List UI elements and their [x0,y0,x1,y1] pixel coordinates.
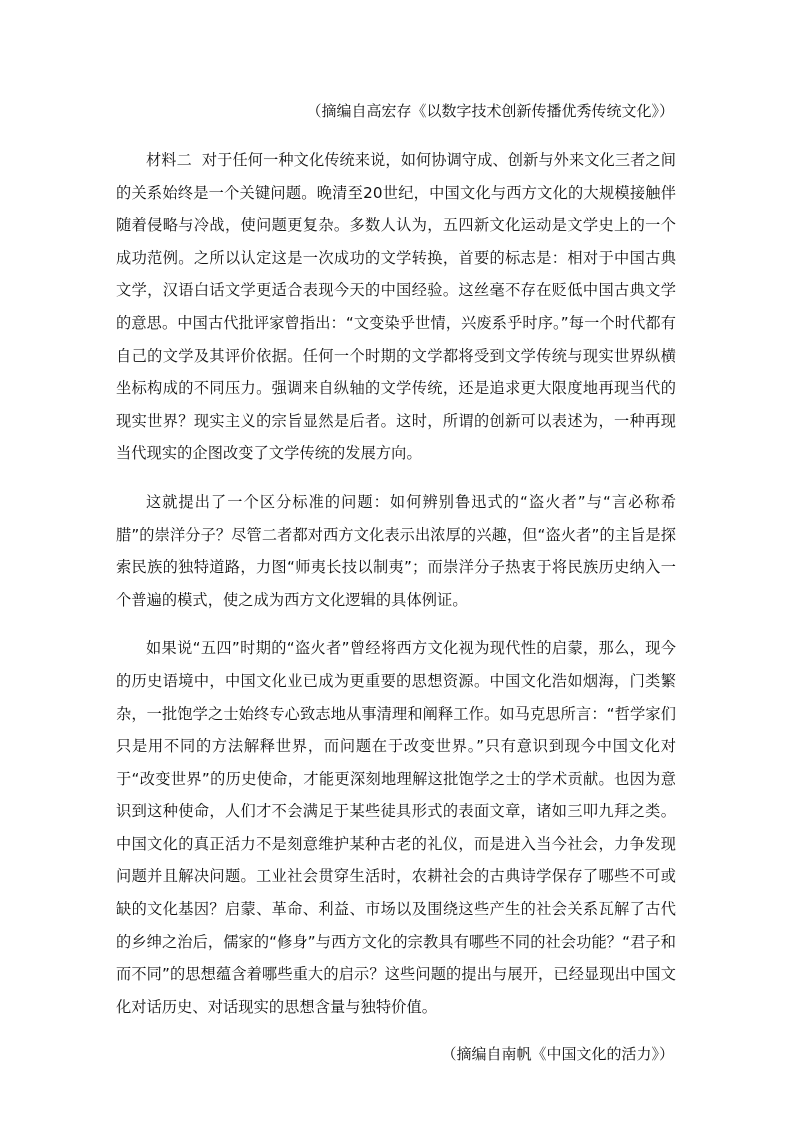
source-citation-top: （摘编自高宏存《以数字技术创新传播优秀传统文化》） [306,102,674,120]
paragraph-text: 对于任何一种文化传统来说，如何协调守成、创新与外来文化三者之间的关系始终是一个关键问题。晚清至20世纪，中国文化与西方文化的大规模接触伴随着侵略与冷战，使问题更复杂。多数人认为，五四新文化运动是文学史上的一个成功范例。之所以认定这是一次成功的文学转换，首要的标志是：相对于中国古典文学，汉语白话文学更适合表现今天的中国经验。这丝毫不存在贬低中国古典文学的意思。中国古代批评家曾指出：“文变染乎世情，兴废系乎时序。”每一个时代都有自己的文学及其评价依据。任何一个时期的文学都将受到文学传统与现实世界纵横坐标构成的不同压力。强调来自纵轴的文学传统，还是追求更大限度地再现当代的现实世界？现实主义的宗旨显然是后者。这时，所谓的创新可以表述为，一种再现当代现实的企图改变了文学传统的发展方向。 [116,151,676,463]
paragraph-modern-context [116,632,676,1023]
paragraph-text: 如果说“五四”时期的“盗火者”曾经将西方文化视为现代性的启蒙，那么，现今的历史语境中，中国文化业已成为更重要的思想资源。中国文化浩如烟海，门类繁杂，一批饱学之士始终专心致志地从事清理和阐释工作。如马克思所言：“哲学家们只是用不同的方法解释世界，而问题在于改变世界。”只有意识到现今中国文化对于“改变世界”的历史使命，才能更深刻地理解这批饱学之士的学术贡献。也因为意识到这种使命，人们才不会满足于某些徒具形式的表面文章，诸如三叩九拜之类。中国文化的真正活力不是刻意维护某种古老的礼仪，而是进入当今社会，力争发现问题并且解决问题。工业社会贯穿生活时，农耕社会的古典诗学保存了哪些不可或缺的文化基因？启蒙、革命、利益、市场以及围绕这些产生的社会关系瓦解了古代的乡绅之治后，儒家的“修身”与西方文化的宗教具有哪些不同的社会功能？“君子和而不同”的思想蕴含着哪些重大的启示？这些问题的提出与展开，已经显现出中国文化对话历史、对话现实的思想含量与独特价值。 [116,639,676,1016]
paragraph-text: 这就提出了一个区分标准的问题：如何辨别鲁迅式的“盗火者”与“言必称希腊”的崇洋分子？尽管二者都对西方文化表示出浓厚的兴趣，但“盗火者”的主旨是探索民族的独特道路，力图“师夷长技以制夷”；而崇洋分子热衷于将民族历史纳入一个普遍的模式，使之成为西方文化逻辑的具体例证。 [116,492,676,609]
source-citation-bottom: （摘编自南帆《中国文化的活力》） [441,1045,674,1064]
paragraph-distinction [116,486,676,616]
material-label: 材料二 [146,151,192,169]
document-page [116,96,676,1069]
paragraph-material-two [116,144,676,470]
